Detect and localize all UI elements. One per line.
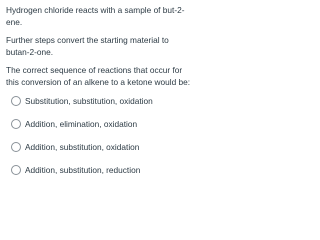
answer-option-1[interactable] xyxy=(6,92,194,110)
radio-button[interactable] xyxy=(11,119,21,129)
answer-option-3[interactable] xyxy=(6,138,194,156)
radio-button[interactable] xyxy=(11,142,21,152)
question-text-1: Hydrogen chloride reacts with a sample of but-2-ene. xyxy=(6,5,185,27)
radio-button[interactable] xyxy=(11,96,21,106)
answer-option-label: Addition, elimination, oxidation xyxy=(25,118,138,129)
question-prompt: The correct sequence of reactions that occur for this conversion of an alkene to a ketone would be: xyxy=(6,65,191,87)
answer-option-2[interactable] xyxy=(6,115,194,133)
answer-option-label: Addition, substitution, reduction xyxy=(25,164,141,175)
answer-option-label: Substitution, substitution, oxidation xyxy=(25,95,153,106)
answer-option-4[interactable] xyxy=(6,161,194,179)
radio-button[interactable] xyxy=(11,165,21,175)
question-text-2: Further steps convert the starting material to butan-2-one. xyxy=(6,35,169,57)
answer-option-label: Addition, substitution, oxidation xyxy=(25,141,140,152)
